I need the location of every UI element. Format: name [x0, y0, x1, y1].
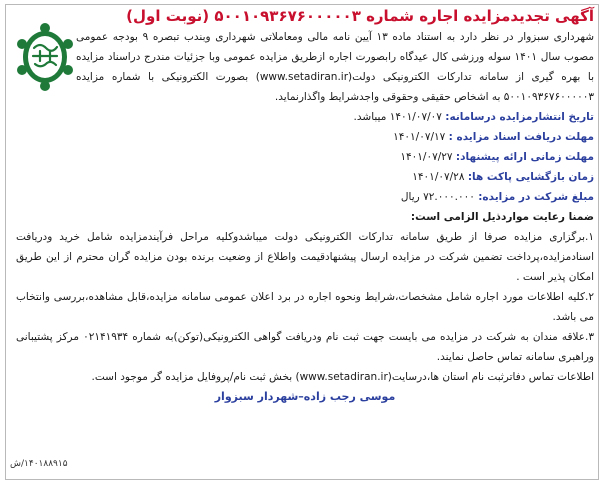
- deposit-row: [16, 187, 594, 207]
- notice-body: شهرداری سبزوار در نظر دارد به استناد ماده ۱۳ آیین نامه مالی ومعاملاتی شهرداری وبندب تبصره ۹ بودجه عمومی مصوب سال ۱۴۰۱ سوله ورزشی کال عیدگاه رابصورت اجاره ازطریق مزایده عمومی وبا جزئیات مندرج دراسناد مزایده با بهره گیری از سامانه تدارکات الکترونیکی دولت(www.setadiran.ir) بصورت الکترونیکی با شماره مزایده ۵۰۰۱۰۹۳۶۷۶۰۰۰۰۰۳ به اشخاص حقیقی وحقوقی واجدشرایط واگذارنماید.: [76, 31, 595, 103]
- requirement-item-2: ۲.کلیه اطلاعات مورد اجاره شامل مشخصات،شرایط ونحوه اجاره در برد اعلان عمومی سامانه مزایده،قابل مشاهده،بررسی وانتخاب می باشد.: [16, 291, 594, 323]
- requirement-item-3: ۳.علاقه مندان به شرکت در مزایده می بایست جهت ثبت نام ودریافت گواهی الکترونیکی(توکن)به شماره ۰۲۱۴۱۹۳۴ مرکز پشتیبانی وراهبری سامانه تماس حاصل نمایند.: [16, 331, 595, 363]
- submit-deadline-value: ۱۴۰۱/۰۷/۲۷: [400, 151, 453, 163]
- signature: موسی رجب زاده–شهردار سبزوار: [214, 390, 396, 403]
- receive-deadline-value: ۱۴۰۱/۰۷/۱۷: [393, 131, 446, 143]
- opening-date-value: ۱۴۰۱/۰۷/۲۸: [412, 171, 465, 183]
- receive-deadline-row: [16, 127, 594, 147]
- receive-deadline-label: مهلت دریافت اسناد مزایده :: [448, 131, 594, 143]
- publish-date-label: تاریخ انتشارمزایده درسامانه:: [445, 111, 594, 123]
- notice-title: آگهی تجدیدمزایده اجاره شماره ۵۰۰۱۰۹۳۶۷۶۰۰۰۰۰۳ (نوبت اول): [126, 7, 594, 25]
- deposit-label: مبلغ شرکت در مزایده:: [478, 191, 594, 203]
- notice-content: [16, 27, 594, 406]
- notice-code: ۱۴۰۱۸۸۹۱۵/ش: [10, 459, 68, 469]
- publish-date-value: ۱۴۰۱/۰۷/۰۷ میباشد.: [353, 111, 442, 123]
- publish-date-row: [16, 107, 594, 127]
- opening-date-label: زمان بازگشایی پاکت ها:: [467, 171, 594, 183]
- submit-deadline-row: [16, 147, 594, 167]
- opening-date-row: [16, 167, 594, 187]
- contact-info: اطلاعات تماس دفاترثبت نام استان ها،درسایت(www.setadiran.ir) بخش ثبت نام/پروفایل مزایده گر موجود است.: [91, 371, 594, 383]
- requirements-heading: ضمنا رعایت مواردذیل الزامی است:: [410, 211, 594, 223]
- requirement-item-1: ۱.برگزاری مزایده صرفا از طریق سامانه تدارکات الکترونیکی دولت میباشدوکلیه مراحل فرآیندمزایده شامل خرید ودریافت اسنادمزایده،پرداخت تضمین شرکت در مزایده ارسال پیشنهادقیمت واطلاع از وضعیت برنده بودن مزایده گران محترم از این طریق امکان پذیر است .: [16, 231, 594, 283]
- submit-deadline-label: مهلت زمانی ارائه پیشنهاد:: [455, 151, 594, 163]
- deposit-value: ۷۲.۰۰۰.۰۰۰ ریال: [400, 191, 475, 203]
